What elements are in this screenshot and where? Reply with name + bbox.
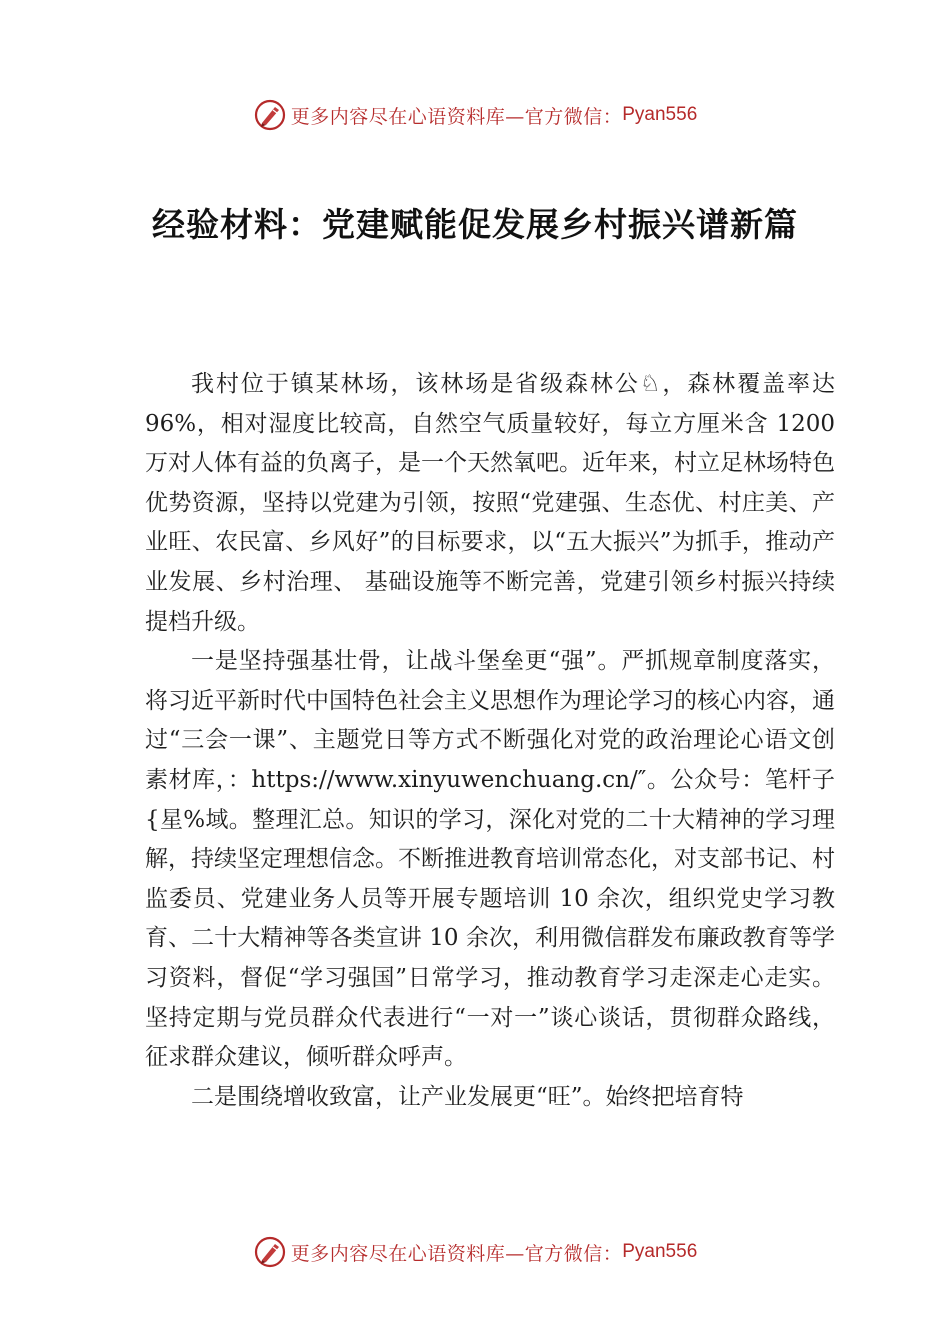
banner-wechat-id: Pyan556: [622, 104, 698, 125]
pen-quill-logo-icon: [253, 1235, 287, 1269]
document-body: [145, 365, 835, 1117]
footer-banner: [0, 1232, 950, 1272]
header-banner: [0, 95, 950, 135]
paragraph: 一是坚持强基壮骨，让战斗堡垒更“强”。严抓规章制度落实，将习近平新时代中国特色社会主义思想作为理论学习的核心内容，通过“三会一课”、主题党日等方式不断强化对党的政治理论心语文创素材库，：https://www.xinyuwenchuang.cn/″。公众号：笔杆子{星%域。整理汇总。知识的学习，深化对党的二十大精神的学习理解，持续坚定理想信念。不断推进教育培训常态化，对支部书记、村监委员、党建业务人员等开展专题培训 10 余次，组织党史学习教育、二十大精神等各类宣讲 10 余次，利用微信群发布廉政教育等学习资料，督促“学习强国”日常学习，推动教育学习走深走心走实。坚持定期与党员群众代表进行“一对一”谈心谈话，贯彻群众路线，征求群众建议，倾听群众呼声。: [145, 648, 835, 1071]
banner-text: 更多内容尽在心语资料库—官方微信：: [290, 105, 623, 128]
pen-quill-logo-icon: [253, 98, 287, 132]
paragraph: 我村位于镇某林场，该林场是省级森林公♘，森林覆盖率达 96%，相对湿度比较高，自然空气质量较好，每立方厘米含 1200 万对人体有益的负离子，是一个天然氧吧。近年来，村立足林场特色优势资源，坚持以党建为引领，按照“党建强、生态优、村庄美、产业旺、农民富、乡风好”的目标要求，以“五大振兴”为抓手，推动产业发展、乡村治理、 基础设施等不断完善，党建引领乡村振兴持续提档升级。: [145, 371, 835, 635]
banner-text: 更多内容尽在心语资料库—官方微信：: [290, 1242, 623, 1265]
banner-wechat-id: Pyan556: [622, 1241, 698, 1262]
paragraph: 二是围绕增收致富，让产业发展更“旺”。始终把培育特: [191, 1083, 744, 1110]
document-title: 经验材料：党建赋能促发展乡村振兴谱新篇: [152, 205, 798, 244]
